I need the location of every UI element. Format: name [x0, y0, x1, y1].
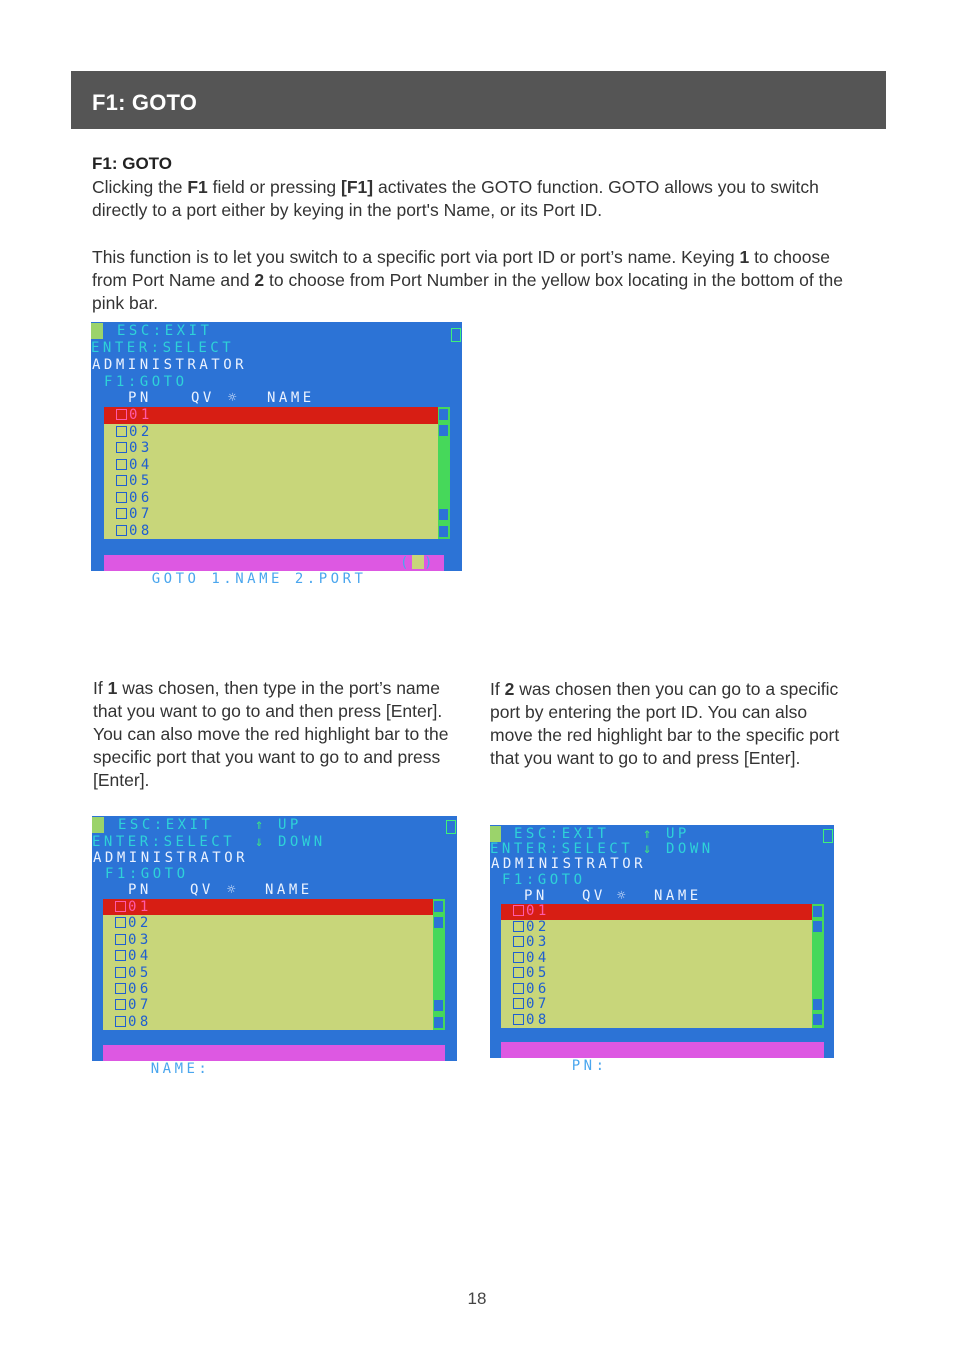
port-row[interactable] [513, 920, 550, 936]
up-arrow-icon: ⇑ [255, 817, 267, 833]
osd-user: ADMINISTRATOR [491, 856, 647, 872]
osd-name-bar[interactable] [103, 1045, 445, 1077]
osd-sun-icon: ☼ [617, 888, 629, 904]
option-2-description: If 2 was chosen then you can go to a specific port by entering the port ID. You can also move the red highlight bar to the specific port that you want to go to and press [Enter]. [490, 679, 840, 768]
osd-down-label: DOWN [666, 841, 714, 857]
port-row[interactable] [115, 915, 152, 931]
port-row[interactable] [115, 997, 152, 1013]
port-number: 02 [526, 918, 550, 935]
port-row[interactable] [116, 490, 153, 507]
osd-screenshot-goto [91, 322, 462, 587]
osd-scrollbar[interactable] [433, 899, 445, 1030]
name-input-label: NAME: [150, 1061, 211, 1077]
port-row[interactable] [116, 457, 153, 474]
port-number: 08 [128, 1013, 152, 1030]
osd-col-name: NAME [267, 390, 315, 406]
port-icon [115, 1016, 126, 1027]
port-icon [116, 492, 127, 503]
port-number: 07 [128, 997, 152, 1014]
port-number: 08 [526, 1011, 550, 1028]
port-row[interactable] [116, 523, 153, 540]
osd-cursor-block [91, 323, 103, 339]
down-arrow-icon: ⇓ [255, 834, 267, 850]
port-icon [513, 967, 524, 978]
port-row[interactable] [116, 506, 153, 523]
scroll-page-up-icon[interactable] [812, 920, 823, 933]
port-icon [513, 952, 524, 963]
goto-input-box[interactable]: ( ) [400, 555, 436, 571]
goto-yellow-box[interactable] [412, 555, 424, 569]
port-icon [115, 934, 126, 945]
scroll-down-icon[interactable] [433, 1016, 444, 1029]
osd-menu-title: F1:GOTO [104, 374, 188, 390]
port-number: 03 [526, 934, 550, 950]
port-icon [115, 967, 126, 978]
port-number: 05 [129, 473, 153, 489]
osd-scrollbar[interactable] [812, 904, 824, 1028]
port-row[interactable] [513, 997, 550, 1013]
osd-up-label: UP [666, 826, 690, 842]
osd-esc-label: ESC:EXIT [514, 826, 610, 842]
osd-col-qv: QV [190, 882, 214, 898]
up-arrow-icon: ⇑ [643, 826, 655, 842]
osd-sun-icon: ☼ [227, 882, 239, 898]
port-row[interactable] [501, 904, 812, 920]
port-number: 05 [128, 964, 152, 981]
osd-user: ADMINISTRATOR [93, 850, 249, 866]
osd-cursor-block [92, 817, 104, 833]
scroll-up-icon[interactable] [433, 900, 444, 913]
port-icon [116, 409, 127, 420]
osd-enter-label: ENTER:SELECT [92, 834, 236, 850]
osd-user: ADMINISTRATOR [92, 357, 248, 373]
down-arrow-icon: ⇓ [643, 841, 655, 857]
scroll-down-icon[interactable] [438, 525, 449, 538]
osd-down-label: DOWN [278, 834, 326, 850]
port-number: 03 [129, 440, 153, 456]
port-row[interactable] [513, 966, 550, 982]
page-number: 18 [467, 1289, 487, 1308]
osd-col-qv: QV [191, 390, 215, 406]
section-title: F1: GOTO [92, 154, 172, 173]
port-icon [116, 475, 127, 486]
osd-col-pn: PN [128, 390, 152, 406]
port-number: 04 [129, 456, 153, 473]
port-number: 06 [128, 980, 152, 997]
port-icon [116, 508, 127, 519]
port-row[interactable] [115, 1014, 152, 1030]
port-number: 04 [526, 949, 550, 966]
port-row[interactable] [513, 982, 550, 998]
port-row[interactable] [104, 407, 438, 424]
port-number: 01 [128, 899, 152, 915]
intro-paragraph-1: Clicking the F1 field or pressing [F1] activates the GOTO function. GOTO allows you to switch directly to a port either by keying in the port's Name, or its Port ID. [92, 177, 819, 220]
port-row[interactable] [513, 951, 550, 967]
osd-col-name: NAME [654, 888, 702, 904]
osd-pn-bar[interactable] [501, 1042, 824, 1074]
goto-bar-label: GOTO 1.NAME 2.PORT [151, 571, 367, 587]
osd-menu-title: F1:GOTO [502, 872, 586, 888]
port-row[interactable] [116, 424, 153, 441]
port-icon [115, 999, 126, 1010]
osd-col-qv: QV [582, 888, 606, 904]
osd-enter-label: ENTER:SELECT [490, 841, 634, 857]
port-icon [116, 525, 127, 536]
port-row[interactable] [116, 473, 153, 490]
port-number: 05 [526, 965, 550, 981]
port-number: 02 [129, 423, 153, 440]
scroll-page-up-icon[interactable] [433, 916, 444, 929]
osd-cursor-block [490, 826, 501, 842]
scroll-down-icon[interactable] [812, 1013, 823, 1026]
osd-enter-label: ENTER:SELECT [91, 340, 235, 356]
osd-screenshot-name [92, 816, 457, 1077]
osd-corner-icon [823, 829, 833, 843]
osd-col-pn: PN [524, 888, 548, 904]
port-icon [116, 459, 127, 470]
port-row[interactable] [513, 1013, 550, 1029]
scroll-page-down-icon[interactable] [433, 999, 444, 1012]
osd-esc-label: ESC:EXIT [117, 323, 213, 339]
port-icon [116, 426, 127, 437]
scroll-up-icon[interactable] [438, 408, 449, 421]
port-number: 06 [129, 489, 153, 506]
port-number: 07 [526, 996, 550, 1012]
osd-corner-icon [451, 328, 461, 342]
osd-port-list [103, 899, 433, 1030]
port-row[interactable] [103, 899, 433, 915]
osd-esc-label: ESC:EXIT [118, 817, 214, 833]
osd-col-name: NAME [265, 882, 313, 898]
pn-input-label: PN: [571, 1058, 608, 1074]
port-number: 06 [526, 980, 550, 997]
osd-menu-title: F1:GOTO [105, 866, 189, 882]
scroll-page-up-icon[interactable] [438, 424, 449, 437]
scroll-up-icon[interactable] [812, 905, 823, 918]
osd-sun-icon: ☼ [228, 390, 240, 406]
port-number: 03 [128, 931, 152, 948]
port-number: 08 [129, 522, 153, 539]
port-row[interactable] [513, 935, 550, 951]
port-row[interactable] [115, 965, 152, 981]
header-bar [71, 71, 886, 129]
port-icon [116, 442, 127, 453]
port-icon [513, 1014, 524, 1025]
port-icon [115, 917, 126, 928]
port-icon [115, 901, 126, 912]
port-icon [513, 936, 524, 947]
port-icon [513, 998, 524, 1009]
port-number: 01 [129, 407, 153, 423]
port-icon [513, 983, 524, 994]
osd-goto-bar [104, 555, 444, 587]
port-number: 01 [526, 903, 550, 919]
scroll-page-down-icon[interactable] [812, 998, 823, 1011]
osd-port-list [501, 904, 812, 1028]
option-1-description: If 1 was chosen, then type in the port’s name that you want to go to and then press [Enter]. You can also move the red highlight bar to the specific port that you want to go to and press [Enter]. [93, 678, 449, 790]
port-number: 04 [128, 948, 152, 965]
port-icon [513, 905, 524, 916]
osd-scrollbar[interactable] [438, 407, 450, 539]
osd-corner-icon [446, 820, 456, 834]
intro-paragraph-2: This function is to let you switch to a specific port via port ID or port’s name. Keying 1 to choose from Port Name and 2 to choose from Port Number in the yellow box locating in the bottom of the pink bar. [92, 247, 843, 313]
scroll-page-down-icon[interactable] [438, 508, 449, 521]
port-number: 02 [128, 915, 152, 932]
port-icon [115, 983, 126, 994]
osd-col-pn: PN [128, 882, 152, 898]
port-icon [513, 921, 524, 932]
port-row[interactable] [116, 440, 153, 457]
port-icon [115, 950, 126, 961]
port-row[interactable] [115, 948, 152, 964]
osd-screenshot-pn [490, 825, 834, 1074]
page-title: F1: GOTO [92, 90, 198, 115]
osd-port-list [104, 407, 438, 539]
osd-up-label: UP [278, 817, 302, 833]
port-row[interactable] [115, 981, 152, 997]
port-number: 07 [129, 506, 153, 522]
port-row[interactable] [115, 932, 152, 948]
